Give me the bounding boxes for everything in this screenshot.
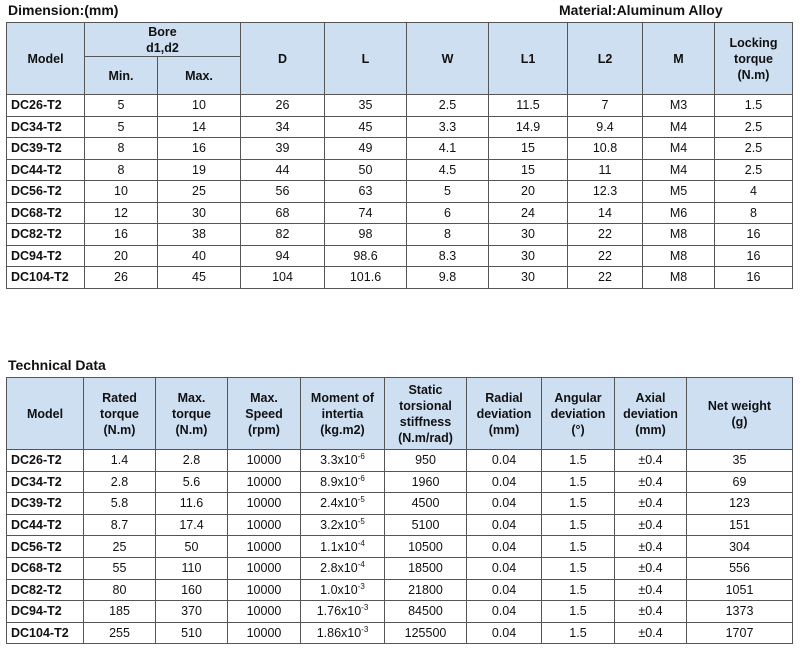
table-cell: 7 — [568, 95, 643, 117]
table-cell: 45 — [158, 267, 241, 289]
table-cell: 9.4 — [568, 116, 643, 138]
table-cell: 10000 — [228, 471, 301, 493]
table-cell: 30 — [489, 224, 568, 246]
table-cell: 0.04 — [467, 557, 542, 579]
inertia-cell — [301, 514, 385, 536]
table-cell: 20 — [489, 181, 568, 203]
table-cell: 98 — [325, 224, 407, 246]
table-cell: 10000 — [228, 536, 301, 558]
table-cell: 4500 — [385, 493, 467, 515]
table-cell: 30 — [158, 202, 241, 224]
table-cell: 9.8 — [407, 267, 489, 289]
table-cell: 370 — [156, 601, 228, 623]
table-cell: 10000 — [228, 579, 301, 601]
table-cell: 10000 — [228, 601, 301, 623]
header-max: Max. — [158, 57, 241, 95]
table-cell: 74 — [325, 202, 407, 224]
table-cell: 4.1 — [407, 138, 489, 160]
table-cell: 160 — [156, 579, 228, 601]
table-cell: 5.8 — [84, 493, 156, 515]
table-cell: 22 — [568, 224, 643, 246]
table-cell: 10000 — [228, 514, 301, 536]
table-cell: 8 — [407, 224, 489, 246]
model-cell: DC94-T2 — [7, 245, 85, 267]
technical-header-cell: Max. torque (N.m) — [156, 378, 228, 450]
table-cell: 104 — [241, 267, 325, 289]
table-cell: 21800 — [385, 579, 467, 601]
inertia-exponent: -5 — [357, 517, 365, 527]
model-cell: DC26-T2 — [7, 95, 85, 117]
table-cell: 22 — [568, 267, 643, 289]
header-model: Model — [7, 23, 85, 95]
table-row — [7, 181, 793, 203]
table-cell: 0.04 — [467, 493, 542, 515]
model-cell: DC26-T2 — [7, 450, 84, 472]
technical-header-cell: Model — [7, 378, 84, 450]
table-cell: 16 — [158, 138, 241, 160]
technical-table — [6, 377, 793, 644]
table-cell: 1.4 — [84, 450, 156, 472]
table-cell: 2.8 — [156, 450, 228, 472]
table-cell: 68 — [241, 202, 325, 224]
model-cell: DC34-T2 — [7, 471, 84, 493]
dimension-table — [6, 22, 793, 289]
inertia-base: 1.0x10 — [320, 582, 358, 597]
table-cell: M5 — [643, 181, 715, 203]
inertia-base: 8.9x10 — [320, 474, 358, 489]
table-cell: 1.5 — [542, 471, 615, 493]
model-cell: DC34-T2 — [7, 116, 85, 138]
table-cell: 4 — [715, 181, 793, 203]
table-cell: 55 — [84, 557, 156, 579]
table-cell: 25 — [158, 181, 241, 203]
model-cell: DC56-T2 — [7, 536, 84, 558]
table-cell: 3.3 — [407, 116, 489, 138]
table-row — [7, 493, 793, 515]
table-cell: 39 — [241, 138, 325, 160]
table-cell: ±0.4 — [615, 471, 687, 493]
table-cell: 2.5 — [715, 116, 793, 138]
table-cell: 185 — [84, 601, 156, 623]
table-cell: 6 — [407, 202, 489, 224]
model-cell: DC39-T2 — [7, 138, 85, 160]
table-cell: 16 — [715, 224, 793, 246]
table-cell: 1373 — [687, 601, 793, 623]
table-row — [7, 159, 793, 181]
table-cell: 49 — [325, 138, 407, 160]
table-cell: M6 — [643, 202, 715, 224]
inertia-cell — [301, 493, 385, 515]
inertia-cell — [301, 579, 385, 601]
inertia-exponent: -4 — [357, 560, 365, 570]
table-cell: 98.6 — [325, 245, 407, 267]
model-cell: DC39-T2 — [7, 493, 84, 515]
table-cell: 2.8 — [84, 471, 156, 493]
table-cell: 14.9 — [489, 116, 568, 138]
material-label: Material:Aluminum Alloy — [559, 2, 723, 18]
table-cell: 5 — [85, 116, 158, 138]
table-cell: 15 — [489, 159, 568, 181]
table-cell: M8 — [643, 245, 715, 267]
inertia-cell — [301, 622, 385, 644]
table-cell: M4 — [643, 116, 715, 138]
table-cell: 0.04 — [467, 622, 542, 644]
table-cell: 19 — [158, 159, 241, 181]
table-row — [7, 245, 793, 267]
table-cell: 15 — [489, 138, 568, 160]
table-cell: 45 — [325, 116, 407, 138]
table-cell: 1960 — [385, 471, 467, 493]
technical-title: Technical Data — [8, 357, 106, 373]
table-cell: 10000 — [228, 622, 301, 644]
header-w: W — [407, 23, 489, 95]
table-cell: 1.5 — [715, 95, 793, 117]
table-cell: 1.5 — [542, 579, 615, 601]
table-cell: 1.5 — [542, 450, 615, 472]
table-cell: 5 — [407, 181, 489, 203]
table-cell: 25 — [84, 536, 156, 558]
table-cell: 1.5 — [542, 622, 615, 644]
table-cell: 56 — [241, 181, 325, 203]
table-cell: ±0.4 — [615, 450, 687, 472]
table-cell: 12.3 — [568, 181, 643, 203]
table-cell: 35 — [687, 450, 793, 472]
table-cell: 5.6 — [156, 471, 228, 493]
table-cell: ±0.4 — [615, 514, 687, 536]
model-cell: DC82-T2 — [7, 224, 85, 246]
table-cell: 255 — [84, 622, 156, 644]
table-cell: M4 — [643, 138, 715, 160]
table-row — [7, 579, 793, 601]
header-d: D — [241, 23, 325, 95]
inertia-base: 2.8x10 — [320, 561, 358, 576]
table-cell: 82 — [241, 224, 325, 246]
table-cell: 0.04 — [467, 450, 542, 472]
table-row — [7, 267, 793, 289]
inertia-base: 1.86x10 — [316, 626, 362, 641]
dimension-title: Dimension:(mm) — [8, 2, 119, 18]
table-cell: 2.5 — [407, 95, 489, 117]
table-row — [7, 514, 793, 536]
model-cell: DC94-T2 — [7, 601, 84, 623]
table-cell: 16 — [715, 245, 793, 267]
table-cell: 14 — [158, 116, 241, 138]
table-cell: 0.04 — [467, 601, 542, 623]
table-cell: 94 — [241, 245, 325, 267]
table-cell: 10 — [158, 95, 241, 117]
table-cell: 35 — [325, 95, 407, 117]
table-cell: ±0.4 — [615, 622, 687, 644]
table-row — [7, 224, 793, 246]
table-cell: 10000 — [228, 450, 301, 472]
table-cell: 18500 — [385, 557, 467, 579]
table-cell: 0.04 — [467, 536, 542, 558]
technical-header-cell: Axial deviation (mm) — [615, 378, 687, 450]
table-cell: 304 — [687, 536, 793, 558]
table-cell: ±0.4 — [615, 536, 687, 558]
header-l1: L1 — [489, 23, 568, 95]
table-cell: 950 — [385, 450, 467, 472]
table-row — [7, 95, 793, 117]
model-cell: DC68-T2 — [7, 557, 84, 579]
technical-header-cell: Angular deviation (°) — [542, 378, 615, 450]
table-cell: 2.5 — [715, 159, 793, 181]
inertia-cell — [301, 536, 385, 558]
table-cell: ±0.4 — [615, 579, 687, 601]
table-cell: 0.04 — [467, 471, 542, 493]
inertia-base: 1.76x10 — [316, 604, 362, 619]
table-cell: 1.5 — [542, 514, 615, 536]
table-cell: 50 — [325, 159, 407, 181]
table-cell: 1.5 — [542, 557, 615, 579]
model-cell: DC68-T2 — [7, 202, 85, 224]
table-cell: 34 — [241, 116, 325, 138]
table-cell: 151 — [687, 514, 793, 536]
header-bore: Bore d1,d2 — [85, 23, 241, 57]
dimension-table-body — [7, 95, 793, 289]
table-cell: 510 — [156, 622, 228, 644]
table-cell: 1.5 — [542, 493, 615, 515]
table-cell: 63 — [325, 181, 407, 203]
table-cell: 16 — [85, 224, 158, 246]
technical-header-row — [7, 378, 793, 450]
table-cell: 1.5 — [542, 601, 615, 623]
table-cell: 11.6 — [156, 493, 228, 515]
inertia-exponent: -4 — [357, 538, 365, 548]
model-cell: DC104-T2 — [7, 622, 84, 644]
table-row — [7, 202, 793, 224]
technical-header-cell: Net weight (g) — [687, 378, 793, 450]
table-cell: M8 — [643, 267, 715, 289]
table-cell: 26 — [85, 267, 158, 289]
technical-header-cell: Radial deviation (mm) — [467, 378, 542, 450]
table-cell: ±0.4 — [615, 601, 687, 623]
table-row — [7, 471, 793, 493]
table-cell: 5100 — [385, 514, 467, 536]
inertia-exponent: -6 — [357, 473, 365, 483]
table-cell: 10000 — [228, 493, 301, 515]
table-cell: 110 — [156, 557, 228, 579]
model-cell: DC82-T2 — [7, 579, 84, 601]
table-cell: 11 — [568, 159, 643, 181]
table-cell: 50 — [156, 536, 228, 558]
table-cell: 30 — [489, 267, 568, 289]
technical-header-cell: Static torsional stiffness (N.m/rad) — [385, 378, 467, 450]
table-cell: ±0.4 — [615, 493, 687, 515]
table-cell: ±0.4 — [615, 557, 687, 579]
table-cell: 69 — [687, 471, 793, 493]
table-cell: 26 — [241, 95, 325, 117]
table-cell: 1.5 — [542, 536, 615, 558]
header-l: L — [325, 23, 407, 95]
table-cell: 125500 — [385, 622, 467, 644]
table-cell: 22 — [568, 245, 643, 267]
table-cell: 2.5 — [715, 138, 793, 160]
table-cell: 8 — [85, 159, 158, 181]
inertia-base: 1.1x10 — [320, 539, 358, 554]
table-cell: M4 — [643, 159, 715, 181]
inertia-cell — [301, 471, 385, 493]
model-cell: DC56-T2 — [7, 181, 85, 203]
inertia-exponent: -3 — [357, 581, 365, 591]
table-cell: 0.04 — [467, 579, 542, 601]
technical-header-cell: Rated torque (N.m) — [84, 378, 156, 450]
table-cell: 8.3 — [407, 245, 489, 267]
header-locking-torque: Locking torque (N.m) — [715, 23, 793, 95]
table-row — [7, 116, 793, 138]
table-cell: 38 — [158, 224, 241, 246]
table-cell: 17.4 — [156, 514, 228, 536]
table-cell: 84500 — [385, 601, 467, 623]
table-cell: 11.5 — [489, 95, 568, 117]
table-row — [7, 536, 793, 558]
table-cell: M3 — [643, 95, 715, 117]
table-cell: 44 — [241, 159, 325, 181]
table-row — [7, 557, 793, 579]
table-cell: M8 — [643, 224, 715, 246]
table-cell: 16 — [715, 267, 793, 289]
technical-table-body — [7, 450, 793, 644]
table-cell: 24 — [489, 202, 568, 224]
table-cell: 10.8 — [568, 138, 643, 160]
model-cell: DC44-T2 — [7, 514, 84, 536]
table-cell: 101.6 — [325, 267, 407, 289]
header-m: M — [643, 23, 715, 95]
inertia-base: 2.4x10 — [320, 496, 358, 511]
technical-header-cell: Max. Speed (rpm) — [228, 378, 301, 450]
inertia-cell — [301, 450, 385, 472]
table-row — [7, 622, 793, 644]
inertia-cell — [301, 601, 385, 623]
model-cell: DC44-T2 — [7, 159, 85, 181]
inertia-cell — [301, 557, 385, 579]
table-cell: 14 — [568, 202, 643, 224]
inertia-exponent: -3 — [361, 625, 369, 635]
table-cell: 8 — [715, 202, 793, 224]
table-cell: 10 — [85, 181, 158, 203]
table-cell: 40 — [158, 245, 241, 267]
table-cell: 0.04 — [467, 514, 542, 536]
table-cell: 5 — [85, 95, 158, 117]
table-cell: 8 — [85, 138, 158, 160]
table-cell: 30 — [489, 245, 568, 267]
header-l2: L2 — [568, 23, 643, 95]
table-cell: 12 — [85, 202, 158, 224]
table-cell: 10000 — [228, 557, 301, 579]
table-cell: 20 — [85, 245, 158, 267]
table-cell: 556 — [687, 557, 793, 579]
header-min: Min. — [85, 57, 158, 95]
inertia-exponent: -5 — [357, 495, 365, 505]
table-row — [7, 601, 793, 623]
table-cell: 4.5 — [407, 159, 489, 181]
table-row — [7, 450, 793, 472]
table-cell: 1707 — [687, 622, 793, 644]
inertia-exponent: -6 — [357, 452, 365, 462]
table-cell: 10500 — [385, 536, 467, 558]
inertia-base: 3.2x10 — [320, 518, 358, 533]
table-cell: 8.7 — [84, 514, 156, 536]
table-cell: 123 — [687, 493, 793, 515]
inertia-exponent: -3 — [361, 603, 369, 613]
inertia-base: 3.3x10 — [320, 453, 358, 468]
table-cell: 80 — [84, 579, 156, 601]
table-cell: 1051 — [687, 579, 793, 601]
table-row — [7, 138, 793, 160]
model-cell: DC104-T2 — [7, 267, 85, 289]
technical-header-cell: Moment of intertia (kg.m2) — [301, 378, 385, 450]
